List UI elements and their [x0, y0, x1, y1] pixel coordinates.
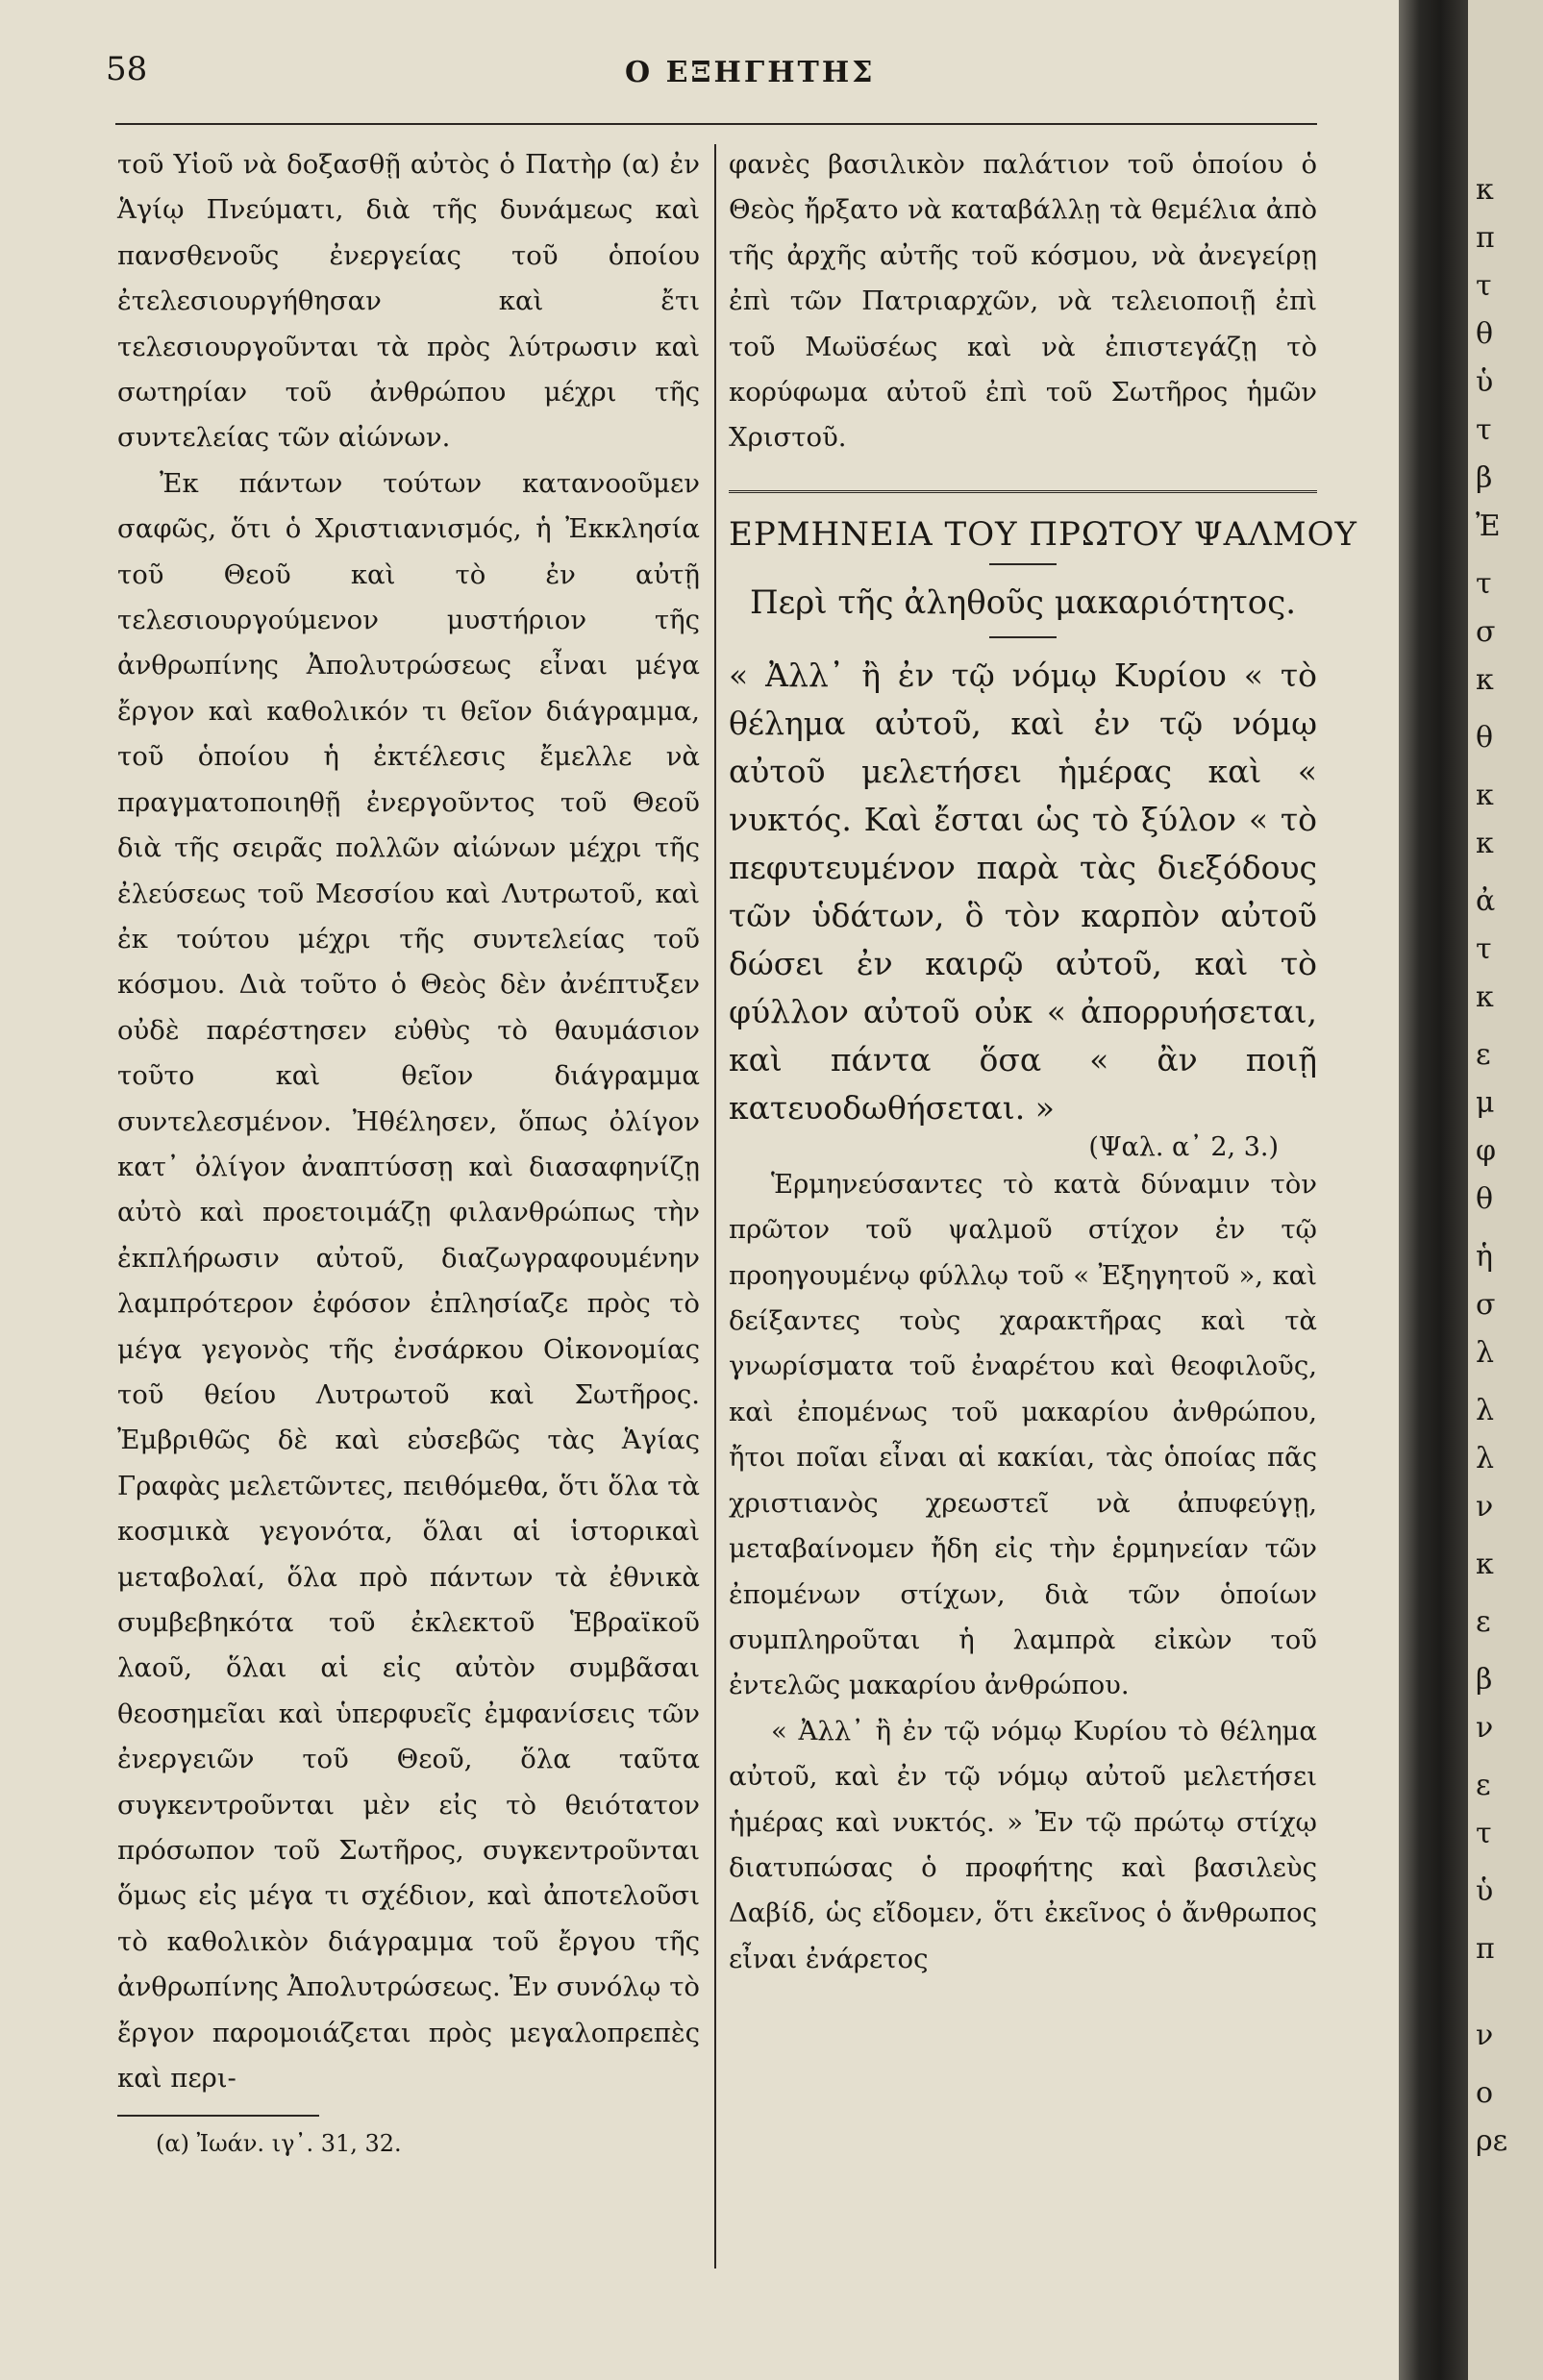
next-page-fragment: λ [1476, 1336, 1495, 1370]
next-page-fragment: κ [1476, 827, 1494, 860]
next-page-fragment: τ [1476, 567, 1492, 601]
page-header [106, 38, 1317, 106]
next-page-fragment: ε [1476, 1769, 1491, 1802]
next-page-fragment: τ [1476, 1817, 1492, 1850]
next-page-fragment: ο [1476, 2076, 1494, 2110]
header-rule [115, 123, 1317, 125]
next-page-fragment: ὑ [1476, 1874, 1494, 1908]
next-page-fragment: ἡ [1476, 1240, 1493, 1274]
right-paragraph-1: φανὲς βασιλικὸν παλάτιον τοῦ ὁποίου ὁ Θεὸς ἤρξατο νὰ καταβάλλῃ τὰ θεμέλια ἀπὸ τῆς ἀρχῆς αὐτῆς τοῦ κόσμου, νὰ ἀνεγείρῃ ἐπὶ τῶν Πατριαρχῶν, νὰ τελειοποιῇ ἐπὶ τοῦ Μωϋσέως καὶ νὰ ἐπιστεγάζῃ τὸ κορύφωμα αὐτοῦ ἐπὶ τοῦ Σωτῆρος ἡμῶν Χριστοῦ. [729, 149, 1317, 454]
book-gutter [1399, 0, 1468, 2380]
column-divider [714, 144, 716, 2268]
left-column [117, 142, 700, 2161]
next-page-fragment: κ [1476, 173, 1494, 207]
next-page-fragment: ε [1476, 1038, 1491, 1072]
next-page-fragment: τ [1476, 413, 1492, 447]
next-page-fragment: θ [1476, 1182, 1494, 1216]
page-number: 58 [106, 50, 148, 88]
next-page-fragment: ρε [1476, 2124, 1508, 2158]
right-paragraph-2: Ἑρμηνεύσαντες τὸ κατὰ δύναμιν τὸν πρῶτον τοῦ ψαλμοῦ στίχον ἐν τῷ προηγουμένῳ φύλλῳ τοῦ « Ἐξηγητοῦ », καὶ δείξαντες τοὺς χαρακτῆρας καὶ τὰ γνωρίσματα τοῦ ἐναρέτου καὶ θεοφιλοῦς, καὶ ἐπομένως τοῦ μακαρίου ἀνθρώπου, ἤτοι ποῖαι εἶναι αἱ κακίαι, τὰς ὁποίας πᾶς χριστιανὸς χρεωστεῖ νὰ ἀπυφεύγῃ, μεταβαίνομεν ἤδη εἰς τὴν ἑρμηνείαν τῶν ἐπομένων στίχων, διὰ τῶν ὁποίων συμπληροῦται ἡ λαμπρὰ εἰκὼν τοῦ ἐντελῶς μακαρίου ἀνθρώπου. [729, 1168, 1317, 1701]
next-page-fragment: θ [1476, 317, 1494, 351]
next-page-fragment: μ [1476, 1086, 1495, 1120]
next-page-fragment: φ [1476, 1134, 1497, 1168]
ornament-rule-2 [989, 636, 1057, 638]
psalm-quote: « Ἀλλ᾽ ἢ ἐν τῷ νόμῳ Κυρίου « τὸ θέλημα αὐτοῦ, καὶ ἐν τῷ νόμῳ αὐτοῦ μελετήσει ἡμέρας καὶ « νυκτός. Καὶ ἔσται ὡς τὸ ξύλον « τὸ πεφυτευμένον παρὰ τὰς διεξόδους τῶν ὑδάτων, ὃ τὸν καρπὸν αὐτοῦ δώσει ἐν καιρῷ αὐτοῦ, καὶ τὸ φύλλον αὐτοῦ οὐκ « ἀπορρυήσεται, καὶ πάντα ὅσα « ἂν ποιῇ κατευοδωθήσεται. » [729, 656, 1317, 1127]
next-page-fragment: β [1476, 461, 1493, 495]
next-page-fragment: ν [1476, 2019, 1494, 2052]
footnote: (α) Ἰωάν. ιγ᾽. 31, 32. [156, 2130, 402, 2158]
section-title: ΕΡΜΗΝΕΙΑ ΤΟΥ ΠΡΩΤΟΥ ΨΑΛΜΟΥ [729, 514, 1357, 554]
next-page-fragment: σ [1476, 1288, 1496, 1322]
left-paragraph-1: τοῦ Υἱοῦ νὰ δοξασθῇ αὐτὸς ὁ Πατὴρ (α) ἐν Ἁγίῳ Πνεύματι, διὰ τῆς δυνάμεως καὶ πανσθενοῦς ἐνεργείας τοῦ ὁποίου ἐτελεσιουργήθησαν καὶ ἔτι τελεσιουργοῦνται τὰ πρὸς λύτρωσιν καὶ σωτηρίαν τοῦ ἀνθρώπου μέχρι τῆς συντελείας τῶν αἰώνων. [117, 149, 700, 454]
next-page-edge [1468, 0, 1543, 2380]
footnote-rule [117, 2115, 319, 2117]
next-page-fragment: ε [1476, 1605, 1491, 1639]
next-page-fragment: ν [1476, 1711, 1494, 1745]
next-page-fragment: κ [1476, 663, 1494, 697]
next-page-fragment: β [1476, 1663, 1493, 1697]
psalm-citation: (Ψαλ. α᾽ 2, 3.) [1088, 1131, 1279, 1162]
ornament-rule [989, 563, 1057, 565]
running-title: Ο ΕΞΗΓΗΤΗΣ [625, 56, 876, 89]
next-page-fragment: π [1476, 1932, 1495, 1966]
next-page-fragment: ἀ [1476, 884, 1496, 918]
next-page-fragment: κ [1476, 980, 1494, 1014]
next-page-fragment: σ [1476, 615, 1496, 649]
section-subtitle: Περὶ τῆς ἀληθοῦς μακαριότητος. [749, 583, 1297, 622]
next-page-fragment: λ [1476, 1442, 1495, 1475]
next-page-fragment: Ἐ [1476, 509, 1501, 543]
next-page-fragment: θ [1476, 721, 1494, 755]
left-paragraph-2: Ἐκ πάντων τούτων κατανοοῦμεν σαφῶς, ὅτι ὁ Χριστιανισμός, ἡ Ἐκκλησία τοῦ Θεοῦ καὶ τὸ ἐν αὐτῇ τελεσιουργούμενον μυστήριον τῆς ἀνθρωπίνης Ἀπολυτρώσεως εἶναι μέγα ἔργον καὶ καθολικόν τι θεῖον διάγραμμα, τοῦ ὁποίου ἡ ἐκτέλεσις ἔμελλε νὰ πραγματοποιηθῇ ἐνεργοῦντος τοῦ Θεοῦ διὰ τῆς σειρᾶς πολλῶν αἰώνων μέχρι τῆς ἐλεύσεως τοῦ Μεσσίου καὶ Λυτρωτοῦ, καὶ ἐκ τούτου μέχρι τῆς συντελείας τοῦ κόσμου. Διὰ τοῦτο ὁ Θεὸς δὲν ἀνέπτυξεν οὐδὲ παρέστησεν εὐθὺς τὸ θαυμάσιον τοῦτο καὶ θεῖον διάγραμμα συντελεσμένον. Ἠθέλησεν, ὅπως ὀλίγον κατ᾽ ὀλίγον ἀναπτύσσῃ καὶ διασαφηνίζῃ αὐτὸ καὶ προετοιμάζῃ φιλανθρώπως τὴν ἐκπλήρωσιν αὐτοῦ, διαζωγραφουμένην λαμπρότερον ἐφόσον ἐπλησίαζε πρὸς τὸ μέγα γεγονὸς τῆς ἐνσάρκου Οἰκονομίας τοῦ θείου Λυτρωτοῦ καὶ Σωτῆρος. Ἐμβριθῶς δὲ καὶ εὐσεβῶς τὰς Ἁγίας Γραφὰς μελετῶντες, πειθόμεθα, ὅτι ὅλα τὰ κοσμικὰ γεγονότα, ὅλαι αἱ ἱστορικαὶ μεταβολαί, ὅλα πρὸ πάντων τὰ ἐθνικὰ συμβεβηκότα τοῦ ἐκλεκτοῦ Ἑβραϊκοῦ λαοῦ, ὅλαι αἱ εἰς αὐτὸν συμβᾶσαι θεοσημεῖαι καὶ ὑπερφυεῖς ἐμφανίσεις τῶν ἐνεργειῶν τοῦ Θεοῦ, ὅλα ταῦτα συγκεντροῦνται μὲν εἰς τὸ θειότατον πρόσωπον τοῦ Σωτῆρος, συγκεντροῦνται ὅμως εἰς μέγα τι σχέδιον, καὶ ἀποτελοῦσι τὸ καθολικὸν διάγραμμα τοῦ ἔργου τῆς ἀνθρωπίνης Ἀπολυτρώσεως. Ἐν συνόλῳ τὸ ἔργον παρομοιάζεται πρὸς μεγαλοπρεπὲς καὶ περι- [117, 467, 700, 2095]
right-column [729, 142, 1357, 1982]
next-page-fragment: κ [1476, 1548, 1494, 1581]
next-page-fragment: κ [1476, 779, 1494, 812]
next-page-fragment: λ [1476, 1394, 1495, 1427]
next-page-fragment: ν [1476, 1490, 1494, 1524]
right-paragraph-3: « Ἀλλ᾽ ἢ ἐν τῷ νόμῳ Κυρίου τὸ θέλημα αὐτοῦ, καὶ ἐν τῷ νόμῳ αὐτοῦ μελετήσει ἡμέρας καὶ νυκτός. » Ἐν τῷ πρώτῳ στίχῳ διατυπώσας ὁ προφήτης καὶ βασιλεὺς Δαβίδ, ὡς εἴδομεν, ὅτι ἐκεῖνος ὁ ἄνθρωπος εἶναι ἐνάρετος [729, 1715, 1317, 1974]
next-page-fragment: π [1476, 221, 1495, 255]
section-divider [729, 490, 1317, 496]
next-page-fragment: ὑ [1476, 365, 1494, 399]
next-page-fragment: τ [1476, 269, 1492, 303]
next-page-fragment: τ [1476, 932, 1492, 966]
